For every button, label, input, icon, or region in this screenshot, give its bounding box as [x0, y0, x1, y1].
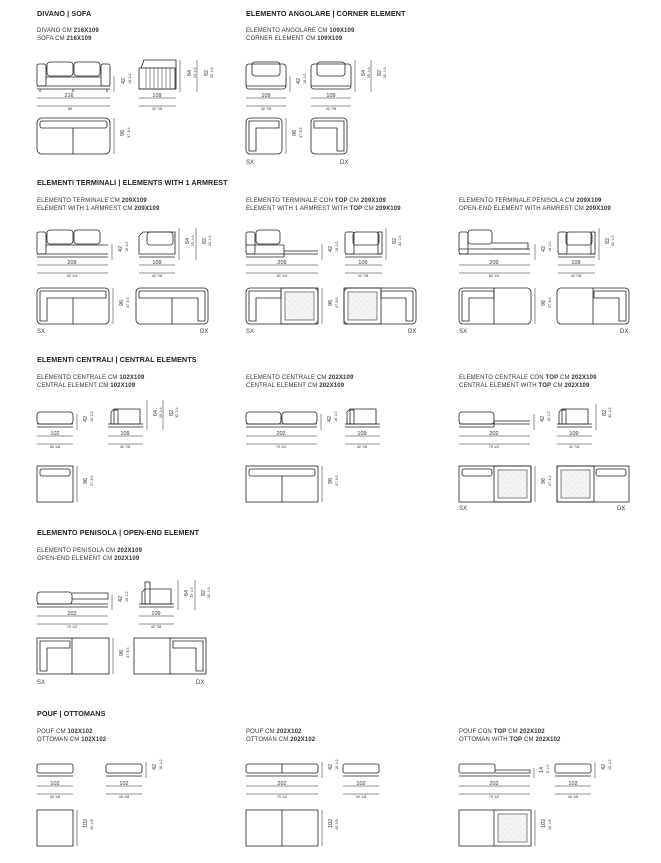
svg-text:37 3/4: 37 3/4 — [126, 647, 130, 658]
svg-text:16 1/2: 16 1/2 — [125, 241, 129, 252]
section-title-sofa: DIVANO | SOFA — [37, 9, 92, 18]
svg-text:79 1/2: 79 1/2 — [276, 795, 288, 799]
svg-text:16 1/2: 16 1/2 — [334, 411, 338, 422]
svg-text:82: 82 — [605, 237, 611, 244]
svg-text:96: 96 — [120, 129, 126, 136]
svg-text:42: 42 — [541, 245, 547, 252]
svg-text:202: 202 — [67, 611, 77, 617]
svg-text:202: 202 — [277, 781, 287, 787]
side-sx: SX — [459, 506, 468, 512]
section-title-openend: ELEMENTO PENISOLA | OPEN-END ELEMENT — [37, 528, 200, 537]
svg-text:25 1/4: 25 1/4 — [159, 407, 163, 418]
svg-text:40 1/8: 40 1/8 — [49, 445, 61, 449]
svg-text:82: 82 — [392, 237, 398, 244]
svg-text:202: 202 — [276, 431, 286, 437]
label-terminal-openend: ELEMENTO TERMINALE PENISOLA CM 209X109 OPEN-END ELEMENT WITH ARMREST CM 209X109 — [459, 198, 611, 212]
svg-text:42: 42 — [83, 415, 89, 422]
svg-text:64: 64 — [153, 409, 159, 416]
svg-text:96: 96 — [541, 299, 547, 306]
svg-text:42: 42 — [296, 77, 302, 84]
svg-text:209: 209 — [277, 260, 287, 266]
sofa-side-view — [139, 60, 214, 111]
svg-text:109: 109 — [261, 93, 271, 99]
svg-text:82: 82 — [201, 589, 207, 596]
section-title-central: ELEMENTI CENTRALI | CENTRAL ELEMENTS — [37, 355, 197, 364]
svg-text:109: 109 — [326, 93, 336, 99]
svg-text:42 7/8: 42 7/8 — [356, 445, 368, 449]
svg-text:16 1/2: 16 1/2 — [125, 591, 129, 602]
svg-text:42 7/8: 42 7/8 — [119, 445, 131, 449]
side-sx: SX — [246, 160, 255, 166]
svg-text:42: 42 — [328, 763, 334, 770]
corner-front-views — [246, 60, 387, 111]
svg-text:32 1/4: 32 1/4 — [207, 587, 211, 598]
dim-16: 16 1/2 — [128, 73, 132, 84]
label-central-102: ELEMENTO CENTRALE CM 102X109 CENTRAL ELEMENT CM 102X109 — [37, 375, 145, 389]
side-dx: DX — [340, 160, 349, 166]
side-dx: DX — [200, 329, 209, 335]
svg-text:102: 102 — [50, 431, 60, 437]
terminal-openend-front-views — [459, 228, 615, 278]
corner-top-views — [246, 118, 347, 154]
dim-109: 109 — [152, 93, 162, 99]
svg-text:82: 82 — [202, 237, 208, 244]
svg-text:37 3/4: 37 3/4 — [335, 475, 339, 486]
svg-text:96: 96 — [292, 129, 298, 136]
svg-text:82: 82 — [602, 409, 608, 416]
svg-text:5 1/2: 5 1/2 — [546, 764, 550, 773]
svg-text:102: 102 — [119, 781, 129, 787]
svg-text:25 1/4: 25 1/4 — [190, 587, 194, 598]
svg-text:96: 96 — [119, 299, 125, 306]
svg-text:42 7/8: 42 7/8 — [325, 107, 337, 111]
svg-text:82: 82 — [377, 69, 383, 76]
svg-text:102: 102 — [328, 818, 334, 828]
svg-text:37 3/4: 37 3/4 — [548, 297, 552, 308]
pouf-202-views — [246, 759, 379, 846]
sofa-front-view — [37, 62, 132, 111]
side-dx: DX — [620, 329, 629, 335]
central-102-views — [37, 400, 179, 502]
svg-text:32 1/4: 32 1/4 — [210, 67, 214, 78]
svg-text:16 1/2: 16 1/2 — [548, 241, 552, 252]
svg-text:42: 42 — [118, 245, 124, 252]
terminal-top-views — [37, 288, 208, 324]
side-sx: SX — [246, 329, 255, 335]
dim-85: 85 — [67, 107, 73, 111]
svg-text:64: 64 — [185, 237, 191, 244]
svg-text:37 3/4: 37 3/4 — [335, 297, 339, 308]
svg-text:42 7/8: 42 7/8 — [568, 445, 580, 449]
svg-text:96: 96 — [541, 477, 547, 484]
svg-text:40 1/8: 40 1/8 — [118, 795, 130, 799]
side-sx: SX — [459, 329, 468, 335]
svg-text:42: 42 — [328, 245, 334, 252]
svg-text:42 7/8: 42 7/8 — [570, 274, 582, 278]
label-pouf-202: POUF CM 202X102 OTTOMAN CM 202X102 — [246, 729, 316, 743]
svg-text:25 1/4: 25 1/4 — [191, 235, 195, 246]
svg-text:96: 96 — [83, 477, 89, 484]
svg-text:79 1/2: 79 1/2 — [488, 795, 500, 799]
svg-text:37 3/4: 37 3/4 — [299, 127, 303, 138]
svg-text:14: 14 — [539, 766, 545, 773]
svg-text:40 1/8: 40 1/8 — [355, 795, 367, 799]
svg-text:42: 42 — [152, 763, 158, 770]
svg-text:37 3/4: 37 3/4 — [90, 475, 94, 486]
label-terminal-1: ELEMENTO TERMINALE CM 209X109 ELEMENT WITH 1 ARMREST CM 209X109 — [37, 198, 160, 212]
svg-text:82 1/4: 82 1/4 — [66, 274, 78, 278]
svg-text:102: 102 — [83, 818, 89, 828]
svg-text:109: 109 — [152, 260, 162, 266]
svg-text:82: 82 — [204, 69, 210, 76]
svg-text:82: 82 — [169, 409, 175, 416]
svg-text:42: 42 — [540, 415, 546, 422]
side-dx: DX — [617, 506, 626, 512]
svg-text:40 1/8: 40 1/8 — [335, 819, 339, 830]
svg-text:32 1/4: 32 1/4 — [608, 407, 612, 418]
sofa-top-view — [37, 118, 131, 154]
svg-text:82 1/4: 82 1/4 — [488, 274, 500, 278]
svg-text:96: 96 — [328, 477, 334, 484]
label-openend: ELEMENTO PENISOLA CM 202X109 OPEN-END ELEMENT CM 202X109 — [37, 548, 143, 562]
terminal-top-front-views — [246, 228, 402, 278]
svg-text:79 1/2: 79 1/2 — [488, 445, 500, 449]
svg-text:32 1/4: 32 1/4 — [175, 407, 179, 418]
svg-text:64: 64 — [361, 69, 367, 76]
side-dx: DX — [408, 329, 417, 335]
svg-text:42 7/8: 42 7/8 — [151, 274, 163, 278]
central-top-views — [459, 404, 629, 502]
svg-text:209: 209 — [489, 260, 499, 266]
svg-text:209: 209 — [67, 260, 77, 266]
svg-text:96: 96 — [119, 649, 125, 656]
svg-text:25 1/4: 25 1/4 — [367, 67, 371, 78]
side-sx: SX — [37, 329, 46, 335]
dim-42: 42 — [121, 77, 127, 84]
side-sx: SX — [37, 680, 46, 686]
section-title-terminal: ELEMENTI TERMINALI | ELEMENTS WITH 1 ARMREST — [37, 178, 228, 187]
label-central-202: ELEMENTO CENTRALE CM 202X109 CENTRAL ELEMENT CM 202X109 — [246, 375, 354, 389]
svg-text:37 3/4: 37 3/4 — [126, 297, 130, 308]
label-central-top: ELEMENTO CENTRALE CON TOP CM 202X109 CENTRAL ELEMENT WITH TOP CM 202X109 — [459, 375, 597, 389]
svg-text:16 1/2: 16 1/2 — [547, 411, 551, 422]
label-corner: ELEMENTO ANGOLARE CM 109X109 CORNER ELEMENT CM 109X109 — [246, 28, 355, 42]
svg-text:32 1/4: 32 1/4 — [398, 235, 402, 246]
svg-text:202: 202 — [489, 431, 499, 437]
svg-text:16 1/2: 16 1/2 — [335, 241, 339, 252]
svg-text:42: 42 — [601, 763, 607, 770]
svg-text:37 3/4: 37 3/4 — [548, 475, 552, 486]
label-pouf-102: POUF CM 102X102 OTTOMAN CM 102X102 — [37, 729, 107, 743]
label-sofa: DIVANO CM 216X109 SOFA CM 216X109 — [37, 28, 99, 42]
svg-text:42: 42 — [118, 595, 124, 602]
pouf-102-views — [37, 759, 163, 846]
svg-text:96: 96 — [328, 299, 334, 306]
svg-text:16 1/2: 16 1/2 — [303, 73, 307, 84]
section-title-ottomans: POUF | OTTOMANS — [37, 709, 106, 718]
pouf-top-views — [459, 759, 612, 846]
svg-text:109: 109 — [357, 431, 367, 437]
svg-text:79 1/2: 79 1/2 — [275, 445, 287, 449]
dim-42-7-8: 42 7/8 — [151, 107, 163, 111]
terminal-front-views — [37, 228, 212, 278]
svg-text:16 1/2: 16 1/2 — [159, 759, 163, 770]
svg-text:42 7/8: 42 7/8 — [260, 107, 272, 111]
svg-text:64: 64 — [184, 589, 190, 596]
svg-text:25 1/4: 25 1/4 — [193, 67, 197, 78]
svg-text:109: 109 — [569, 431, 579, 437]
svg-text:40 1/8: 40 1/8 — [548, 819, 552, 830]
svg-text:102: 102 — [541, 818, 547, 828]
terminal-openend-top-views — [459, 288, 629, 324]
svg-text:37 3/4: 37 3/4 — [127, 127, 131, 138]
svg-text:32 1/4: 32 1/4 — [383, 67, 387, 78]
svg-text:109: 109 — [358, 260, 368, 266]
label-terminal-top: ELEMENTO TERMINALE CON TOP CM 209X109 ELEMENT WITH 1 ARMREST WITH TOP CM 209X109 — [246, 198, 401, 212]
svg-text:42 7/8: 42 7/8 — [150, 625, 162, 629]
svg-text:16 1/2: 16 1/2 — [335, 759, 339, 770]
section-title-corner: ELEMENTO ANGOLARE | CORNER ELEMENT — [246, 9, 406, 18]
svg-text:82 1/4: 82 1/4 — [276, 274, 288, 278]
label-pouf-top: POUF CON TOP CM 202X102 OTTOMAN WITH TOP CM 202X102 — [459, 729, 561, 743]
svg-text:109: 109 — [571, 260, 581, 266]
dim-216: 216 — [64, 93, 74, 99]
svg-text:202: 202 — [489, 781, 499, 787]
svg-text:109: 109 — [120, 431, 130, 437]
svg-text:109: 109 — [151, 611, 161, 617]
terminal-top-top-views — [246, 288, 416, 324]
svg-text:40 1/8: 40 1/8 — [90, 819, 94, 830]
svg-text:102: 102 — [50, 781, 60, 787]
svg-text:79 1/2: 79 1/2 — [66, 625, 78, 629]
svg-text:42: 42 — [327, 415, 333, 422]
side-dx: DX — [196, 680, 205, 686]
central-202-views — [246, 409, 380, 502]
svg-text:102: 102 — [356, 781, 366, 787]
svg-text:40 1/8: 40 1/8 — [49, 795, 61, 799]
svg-text:102: 102 — [568, 781, 578, 787]
svg-text:32 1/4: 32 1/4 — [611, 235, 615, 246]
svg-text:64: 64 — [187, 69, 193, 76]
svg-text:16 1/2: 16 1/2 — [608, 759, 612, 770]
openend-views — [37, 580, 211, 674]
svg-text:40 1/8: 40 1/8 — [567, 795, 579, 799]
svg-text:16 1/2: 16 1/2 — [90, 411, 94, 422]
svg-text:32 1/4: 32 1/4 — [208, 235, 212, 246]
svg-text:42 7/8: 42 7/8 — [357, 274, 369, 278]
